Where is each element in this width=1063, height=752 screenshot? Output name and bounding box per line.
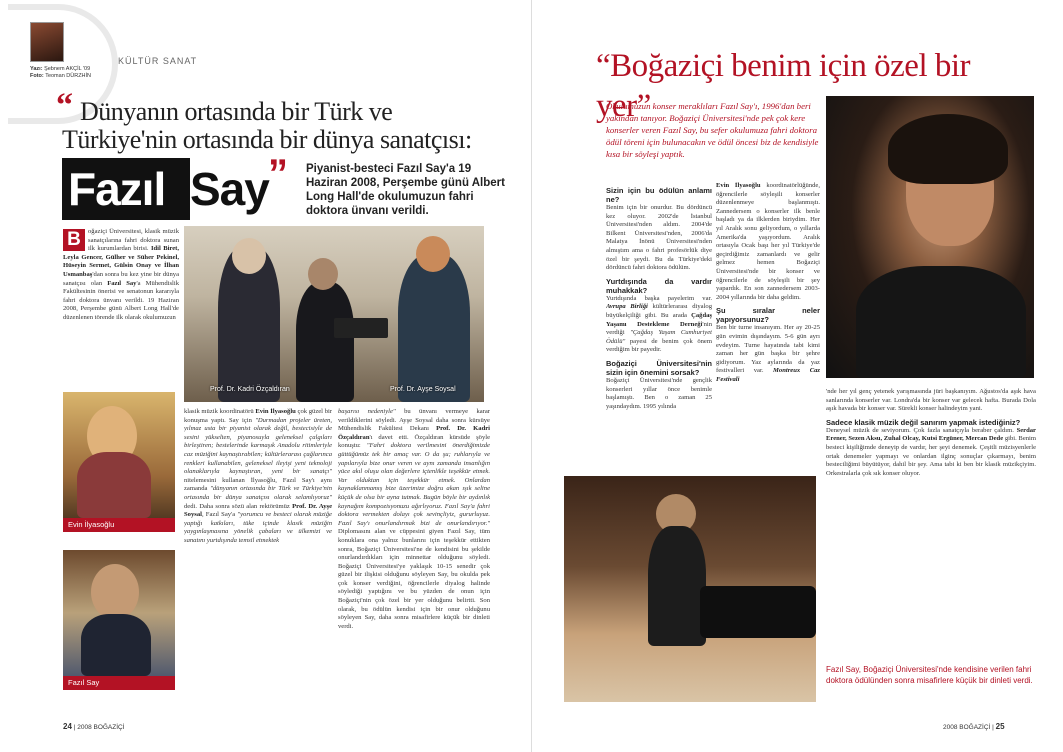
question-1: Sizin için bu ödülün anlamı ne?	[606, 186, 712, 204]
question-5: Sadece klasik müzik değil sanırım yapmak istediğiniz?	[826, 417, 1021, 427]
photo-credit: Foto: Teoman DÜRZHİN	[30, 73, 92, 79]
question-3: Boğaziçi Üniversitesi'nin sizin için önemini sorsak?	[606, 358, 712, 377]
interview-column-3: 'nde her yıl genç yetenek yarışmasında jüri başkanıyım. Ağustos'da aşık hava sanlarında konserler var. Londra'da bir konser var gelecek hafta. Burada Dola aşık havada bir konser var. Sürekli konser halindeyim yani. Sadece klasik müzik değil sanırım yapmak istediğiniz? Deneysel müzik de seviyorum. Çok fazla sanatçıyla beraber çaldım. Serdar Erener, Sezen Aksu, Zuhal Olcay, Kutsi Ergüner, Mercan Dede gibi. Benim besteci kişiliğimde deneyip de vardır, her şeyi denemek. Çeşitli müzisyenlerle ortak denemeler yapmayı ve onlardan ilginç sonuçlar çıkarmayı, benim besteciliğimi büyütüyor, dahil bir şey. Ama tabi ki ben bir klasik müzikçiyim. Orkestralarla çok sık konser oluyor.	[826, 388, 1036, 477]
article-column-1: B oğaziçi Üniversitesi, klasik müzik sanatçılarına fahri doktora sunan ilk kurumlardan birisi. Idil Biret, Leyla Gencer, Gülher ve Süher Pekinel, Hüseyin Sermet, Gülsin Onay ve İlhan Usmanbaş'dan sonra bu kez yine bir dünya sanatçısı olan Fazıl Say'a Mühendislik Fakültesinin önerisi ve senatonun kararıyla fahri doktora ünvanı verildi. 19 Haziran 2008, Perşembe günü Albert Long Hall'de düzenlenen törende ilk olarak okulumuzun	[63, 228, 179, 321]
piano-photo	[564, 476, 816, 702]
article-column-2: klasik müzik koordinatörü Evin İlyasoğlu çok güzel bir konuşma yaptı. Say için "Durmadan projeler üreten, yılmaz usta bir piyanist olarak değil, bestecisiyle de sesini yükselten, piyanosuyla geleneksel çalgıları birleştiren; bestelerinde karmaşık Anadolu ritimleriyle caz müziğini kaynaştırabilen; kültürlerarası çağlarınca renkleri kullanabilen, geleneksel ileyişi yeni teknoloji olanaklarıyla kaynaştıran, yeni bir sanatçı" nitelemesini kullanan İlyasoğlu, Fazıl Say'ı aynı zamanda "dünyanın ortasında bir Türk ve Türkiye'nin ortasında bir dünya sanatçısı olarak selamlıyoruz" dedi. Daha sonra sözü alan rektörümüz Prof. Dr. Ayşe Soysal, Fazıl Say'a "yorumcu ve besteci olarak müziğe yaptığı katkıları, tüke içinde klasik müziğin yaygınlaşmasına yönelik çabaları ve ülkemizi ve sanatını yurtdışında temsil etmektek	[184, 408, 332, 544]
interview-intro: Okulumuzun konser meraklıları Fazıl Say'ı, 1996'dan beri yakından tanıyor. Boğaziçi Üniversitesi'nde pek çok kere konserler veren Fazıl Say, bu sefer okulumuza fahri doktora ödül töreni için bulunacakın ve ödül öncesi biz de kendisiyle kısa bir söyleşi yaptık.	[606, 101, 819, 159]
question-4: Şu sıralar neler yapıyorsunuz?	[716, 306, 820, 325]
fazil-small-photo	[63, 550, 175, 690]
drop-cap: B	[63, 229, 85, 251]
article-column-3: başarısı nedeniyle" bu ünvanı vermeye karar verildiklerini söyledi. Ayşe Soysal daha sonra kürsüye Mühendislik Fakültesi Dekanı Prof. Dr. Kadri Özçaldıran'ı davet etti. Özçaldıran kürsüde şöyle konuştu: "Fahri doktora verilmesini önerdiğimizde güttüğümüz tek bir amaç var. O da şu; ruhlarıyla ve yapılarıyla bize onur veren ve aynı zamanda insanlığın yüce akıl oluşu olan değerlere içtenlikle teşekkür etmek. Var olduktan için teşekkür etmek. Onlardan kaynaklanmamış bize üzerimize doğru akan ışık seline küçük de olsa bir ayna tutmak. Bugün böyle bir aydınlık kaynağım kompozisyonuzu ağırlıyoruz. Fazıl Say'a fahri doktora vermekten dolayı çok sevinçliyiz, gururluyuz. Fazıl Say'ı onurlandırmak bizi de onurlandırıyor." Diplomasını alan ve cüppesini giyen Fazıl Say, tüm konuklara ona yalnız bunlarını için teşekkür ettikten sonra, Boğaziçi Üniversitesi'ne de kendisini bu şekilde onurlandırdıkları için minnettar olduğunu söyledi. Boğaziçi Üniversitesi'ye yaklaşık 10-15 senedir çok güzel bir ilişkisi olduğunu söyleyen Say, bu okulda pek çok konser verdiğini, öğrencilerle diyalog halinde söylediği yaptığını ve bu yüzden de onun için Boğaziçi'nin çok özel bir yer olduğunu belirtti. Son olarak, bu ödülün kendisi için bir onur olduğunu söyleyen Say, daha sonra misafirlere küçük bir dinleti verdi.	[338, 408, 490, 630]
name-last: Say	[190, 163, 269, 215]
caption-ayse: Prof. Dr. Ayşe Soysal	[390, 386, 456, 393]
interview-headline: “Boğaziçi benim için özel bir yer”	[596, 48, 971, 124]
evin-photo	[63, 392, 175, 532]
question-2: Yurtdışında da vardır muhakkak?	[606, 276, 712, 295]
page-number-right: 2008 BOĞAZİÇİ | 25	[943, 722, 1005, 731]
interview-column-2: Evin İlyasoğlu koordinatörlüğünde, öğrencilerle söyleşili konserler düzenlenmeye başlanmıştı. Zannedersem o konserler ilk benle başladı ya da ilklerden biriydim. Her yıl Aralık sonu geliyordum, o yıllarda Amerika'da yaşıyordum. Aralık ortasıyla Ocak başı her yıl Türkiye'de geçirdiğimiz zamanlardı ve gelir gelmez hemen Boğaziçi Üniversitesi'nde bir konser ve öğrencilerle de söyleşili bir şey yapardık. En son zannedersem 2003-2004 yıllarında bir daha geldim. Şu sıralar neler yapıyorsunuz? Ben bir turne insanıyım. Her ay 20-25 gün evimin dışındayım. 5-6 gün ayrı evdeyim. Turne hayatında tabi kimi zaman her gün başka bir şehre gidiyorum. Yaz aylarında da yaz festivalleri var. Montreux Caz Festivali	[716, 182, 820, 383]
interview-column-1: Sizin için bu ödülün anlamı ne? Benim için bir onurdur. Bu dördüncü kez oluyor. 2002'de İstanbul Üniversitesi'nden aldım. 2004'de Bilkent Üniversitesi'nden, 2006'da Malatya İnönü Üniversitesi'nden almıştım ama o fahri profesörlük diye özel bir şeydi. Bu da Türkiye'deki dördüncü fahri doktora ödülüm. Yurtdışında da vardır muhakkak? Yurtdışında başka payelerim var. Avrupa Birliği kültürlerarası diyalog büyükelçiliği gibi. Bu arada Çağdaş Yaşamı Destekleme Derneği'nin verdiği "Çağdaş Yaşam Cumhuriyet Ödülü" payesi de benim çok önem verdiğim bir payedir. Boğaziçi Üniversitesi'nin sizin için önemini sorsak? Boğaziçi Üniversitesi'nde gençlik konserleri yıllar önce benimle başlamıştı. Ben o zaman 25 yaşındaydım. 1995 yılında	[606, 186, 712, 410]
evin-photo-label: Evin İlyasoğlu	[63, 518, 175, 532]
piano-caption: Fazıl Say, Boğaziçi Üniversitesi'nde kendisine verilen fahri doktora ödülünden sonra misafirlere küçük bir dinleti verdi.	[826, 665, 1033, 685]
section-label: KÜLTÜR SANAT	[118, 56, 198, 66]
deck: Piyanist-besteci Fazıl Say'a 19 Haziran 2008, Perşembe günü Albert Long Hall'de okulumuzun fahri doktora ünvanı verildi.	[306, 163, 505, 217]
page-fold	[531, 0, 532, 752]
page-number-left: 24 | 2008 BOĞAZİÇİ	[63, 722, 125, 731]
fazil-photo-label: Fazıl Say	[63, 676, 175, 690]
name-banner	[62, 158, 300, 220]
portrait-photo	[826, 96, 1034, 378]
name-first: Fazıl	[62, 158, 190, 220]
writer-credit: Yazı: Şebnem AKÇİL '09	[30, 66, 91, 72]
author-photo	[30, 22, 64, 62]
closing-quote: ”	[268, 152, 288, 196]
headline: “ Dünyanın ortasında bir Türk ve Türkiye'nin ortasında bir dünya sanatçısı:	[56, 87, 472, 154]
caption-kadri: Prof. Dr. Kadri Özçaldıran	[210, 386, 290, 393]
ceremony-photo	[184, 226, 484, 402]
